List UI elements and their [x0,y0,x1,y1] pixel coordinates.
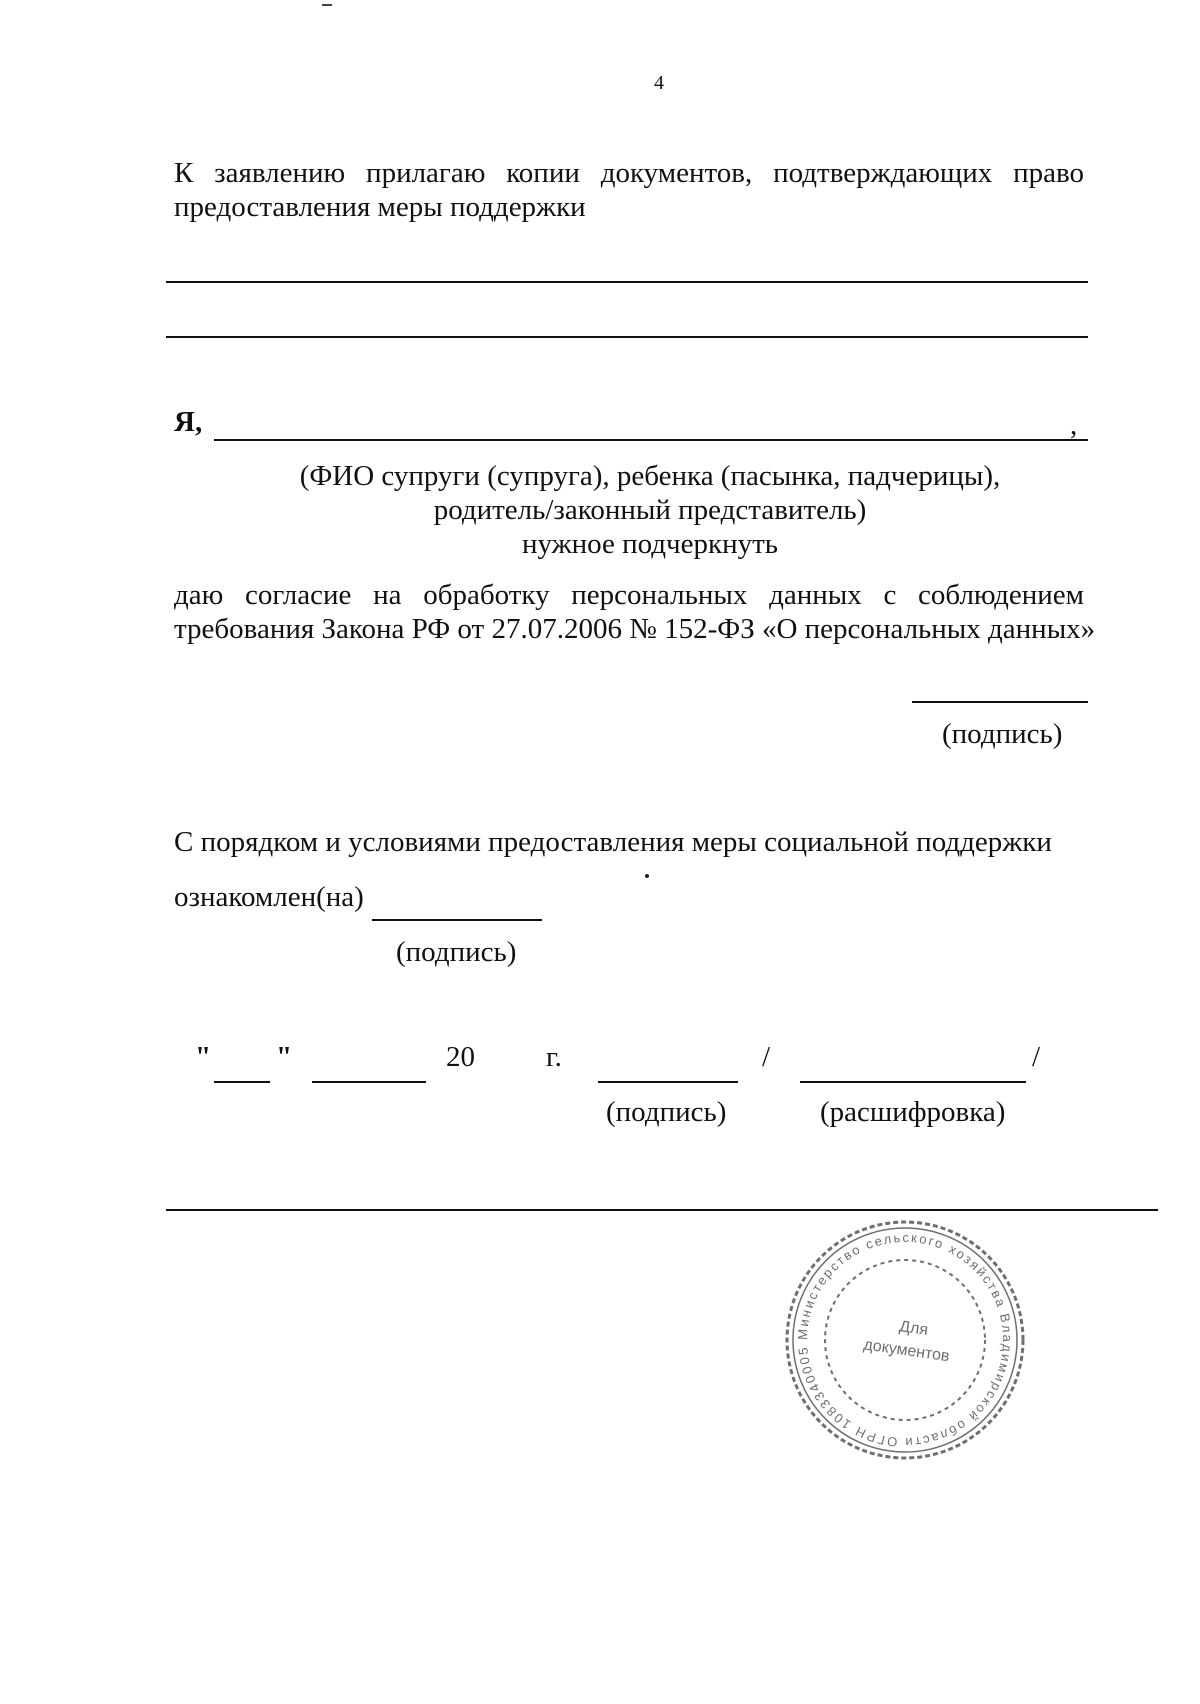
stamp-seal-graphic [780,1215,1030,1465]
consent-text-line-1: даю согласие на обработку персональных данных с соблюдением [174,579,1084,611]
stamp-center-line-2: документов [862,1336,951,1366]
acknowledgement-signature-label: (подпись) [396,936,517,968]
full-name-caption-line-2: родитель/законный представитель) [433,494,867,526]
year-prefix: 20 [446,1041,475,1073]
slash-1: / [762,1041,771,1073]
scan-artifact [322,4,332,6]
acknowledgement-signature-line[interactable] [372,919,542,921]
acknowledgement-label: ознакомлен(на) [174,881,364,913]
stamp-center-line-1: Для [898,1318,930,1340]
consent-signature-label: (подпись) [942,718,1063,750]
attachments-blank-line-2[interactable] [166,336,1088,338]
date-close-quote: " [276,1041,293,1073]
day-field-line[interactable] [214,1081,270,1083]
attachments-line-2: предоставления меры поддержки [174,191,586,223]
full-name-caption-line-1: (ФИО супруги (супруга), ребенка (пасынка, падчерицы), [299,460,1001,492]
official-stamp [780,1215,1030,1465]
year-suffix: г. [546,1041,562,1073]
month-field-line[interactable] [312,1081,426,1083]
date-signature-label: (подпись) [606,1096,727,1128]
full-name-comma: , [1070,409,1078,441]
stamp-ring-text: Министерство сельского хозяйства Владимирской области ОГРН 1083340005 [794,1229,1016,1451]
page-number: 4 [654,72,664,94]
decoding-label: (расшифровка) [820,1096,1006,1128]
acknowledgement-line-1: С порядком и условиями предоставления меры социальной поддержки [174,826,1052,858]
decoding-field-line[interactable] [800,1081,1026,1083]
date-open-quote: " [195,1041,212,1073]
consent-signature-line[interactable] [912,701,1088,703]
slash-2: / [1032,1041,1041,1073]
attachments-line-1: К заявлению прилагаю копии документов, подтверждающих право [174,157,1084,189]
bottom-divider [166,1209,1158,1211]
consent-prefix: Я, [174,406,203,438]
full-name-caption-line-3: нужное подчеркнуть [521,528,779,560]
attachments-blank-line-1[interactable] [166,281,1088,283]
stray-dot [645,874,649,878]
consent-text-line-2: требования Закона РФ от 27.07.2006 № 152-ФЗ «О персональных данных» [174,613,1096,645]
full-name-field-line[interactable] [214,439,1088,441]
date-signature-line[interactable] [598,1081,738,1083]
